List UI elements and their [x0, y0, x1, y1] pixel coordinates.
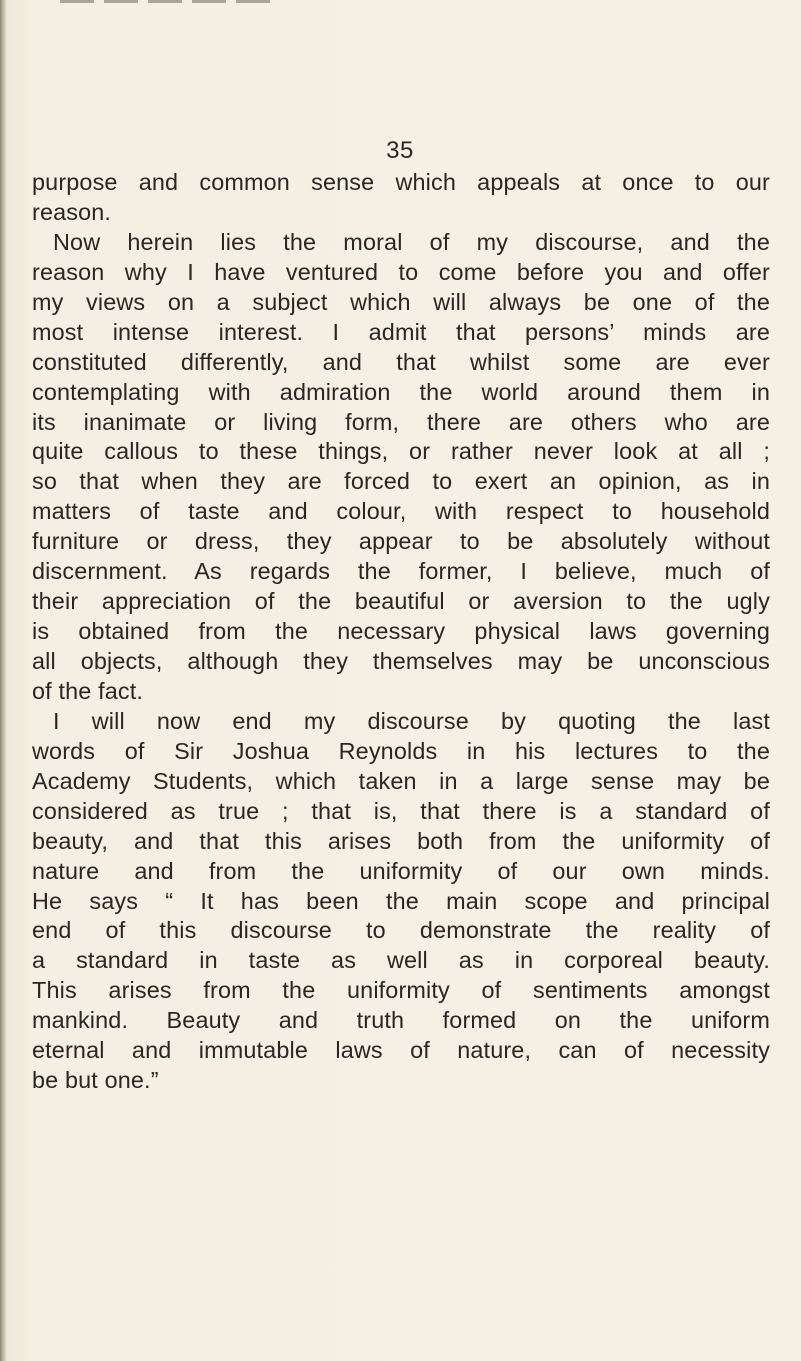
text-line: my views on a subject which will always be one of the [32, 288, 770, 315]
page-binding-edge [0, 0, 6, 1361]
text-line: reason. [32, 198, 112, 225]
text-line: He says “ It has been the main scope and principal [32, 887, 770, 914]
text-line: be but one.” [32, 1067, 159, 1094]
text-line: Academy Students, which taken in a large sense may be [32, 767, 770, 794]
text-line: their appreciation of the beautiful or aversion to the ugly [32, 588, 770, 615]
text-line: mankind. Beauty and truth formed on the uniform [32, 1007, 770, 1034]
text-line: constituted differently, and that whilst some are ever [32, 348, 770, 375]
text-line: This arises from the uniformity of sentiments amongst [32, 977, 770, 1004]
text-line: words of Sir Joshua Reynolds in his lectures to the [32, 737, 770, 764]
top-edge-mark [60, 0, 270, 3]
paragraph-first-line: Now herein lies the moral of my discourse, and the [53, 228, 770, 255]
text-line: is obtained from the necessary physical laws governing [32, 618, 770, 645]
page-number: 35 [386, 137, 414, 164]
text-line: purpose and common sense which appeals at once to our [32, 169, 770, 195]
text-line: considered as true ; that is, that there is a standard of [32, 797, 770, 824]
text-line: of the fact. [32, 677, 144, 704]
text-line: reason why I have ventured to come before you and offer [32, 258, 770, 285]
text-line: nature and from the uniformity of our own minds. [32, 857, 770, 884]
text-line: quite callous to these things, or rather never look at all ; [32, 438, 770, 465]
text-line: so that when they are forced to exert an opinion, as in [32, 468, 770, 495]
text-line: most intense interest. I admit that persons’ minds are [32, 318, 770, 345]
text-line: matters of taste and colour, with respect to household [32, 498, 770, 525]
text-line: discernment. As regards the former, I believe, much of [32, 558, 770, 585]
text-line: eternal and immutable laws of nature, can of necessity [32, 1037, 770, 1064]
text-line: a standard in taste as well as in corporeal beauty. [32, 947, 770, 974]
text-line: end of this discourse to demonstrate the reality of [32, 917, 770, 944]
text-line: its inanimate or living form, there are others who are [32, 408, 770, 435]
text-line: furniture or dress, they appear to be absolutely without [32, 528, 770, 555]
text-line: contemplating with admiration the world around them in [32, 378, 770, 405]
paragraph-first-line: I will now end my discourse by quoting the last [53, 707, 770, 734]
text-line: beauty, and that this arises both from the uniformity of [32, 827, 770, 854]
text-line: all objects, although they themselves may be unconscious [32, 648, 770, 674]
body-text [32, 168, 770, 1096]
